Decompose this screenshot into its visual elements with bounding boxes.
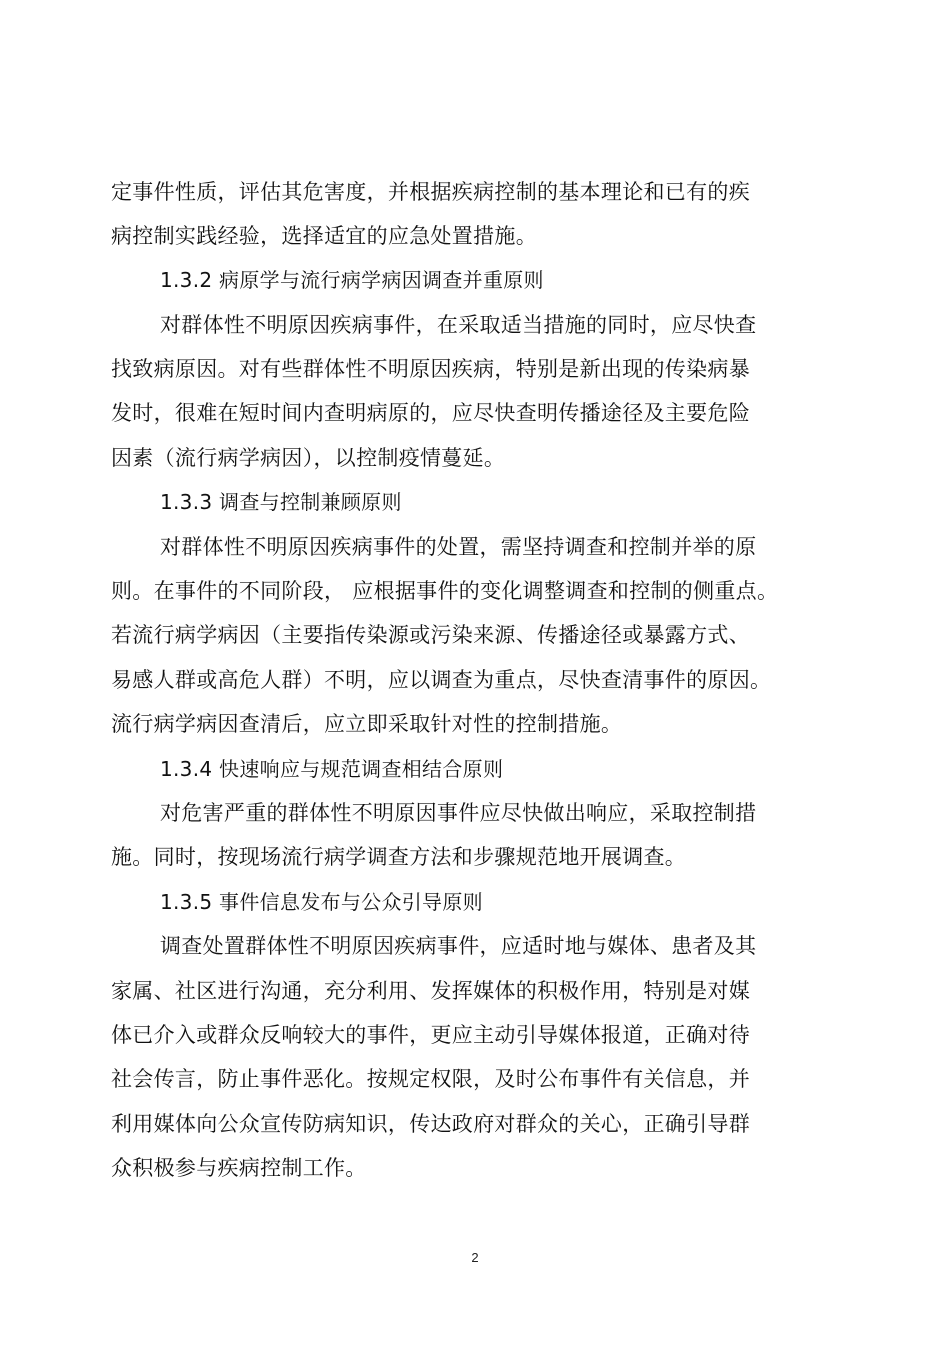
paragraph-line: 易感人群或高危人群）不明，应以调查为重点，尽快查清事件的原因。 xyxy=(111,668,772,692)
paragraph-line: 对群体性不明原因疾病事件，在采取适当措施的同时，应尽快查 xyxy=(160,313,757,337)
paragraph-line: 体已介入或群众反响较大的事件，更应主动引导媒体报道，正确对待 xyxy=(111,1023,750,1047)
paragraph-line: 病控制实践经验，选择适宜的应急处置措施。 xyxy=(111,224,537,248)
paragraph-line: 流行病学病因查清后，应立即采取针对性的控制措施。 xyxy=(111,712,623,736)
paragraph-line: 施。同时，按现场流行病学调查方法和步骤规范地开展调查。 xyxy=(111,845,687,869)
paragraph-line: 社会传言，防止事件恶化。按规定权限，及时公布事件有关信息，并 xyxy=(111,1067,750,1091)
paragraph-line: 对群体性不明原因疾病事件的处置，需坚持调查和控制并举的原 xyxy=(160,535,757,559)
paragraph-line: 对危害严重的群体性不明原因事件应尽快做出响应，采取控制措 xyxy=(160,801,757,825)
paragraph-line: 利用媒体向公众宣传防病知识，传达政府对群众的关心，正确引导群 xyxy=(111,1112,750,1136)
paragraph-line: 则。在事件的不同阶段， 应根据事件的变化调整调查和控制的侧重点。 xyxy=(111,579,779,603)
paragraph-line: 定事件性质，评估其危害度，并根据疾病控制的基本理论和已有的疾 xyxy=(111,180,750,204)
paragraph-line: 若流行病学病因（主要指传染源或污染来源、传播途径或暴露方式、 xyxy=(111,623,750,647)
page-number: 2 xyxy=(471,1250,479,1265)
section-heading-1-3-5: 1.3.5 事件信息发布与公众引导原则 xyxy=(160,890,483,914)
section-heading-1-3-2: 1.3.2 病原学与流行病学病因调查并重原则 xyxy=(160,268,544,292)
paragraph-line: 家属、社区进行沟通，充分利用、发挥媒体的积极作用，特别是对媒 xyxy=(111,979,750,1003)
paragraph-line: 众积极参与疾病控制工作。 xyxy=(111,1156,367,1180)
section-heading-1-3-3: 1.3.3 调查与控制兼顾原则 xyxy=(160,490,402,514)
section-heading-1-3-4: 1.3.4 快速响应与规范调查相结合原则 xyxy=(160,757,504,781)
paragraph-line: 发时，很难在短时间内查明病原的，应尽快查明传播途径及主要危险 xyxy=(111,401,750,425)
paragraph-line: 找致病原因。对有些群体性不明原因疾病，特别是新出现的传染病暴 xyxy=(111,357,750,381)
paragraph-line: 调查处置群体性不明原因疾病事件，应适时地与媒体、患者及其 xyxy=(160,934,757,958)
paragraph-line: 因素（流行病学病因），以控制疫情蔓延。 xyxy=(111,446,506,470)
